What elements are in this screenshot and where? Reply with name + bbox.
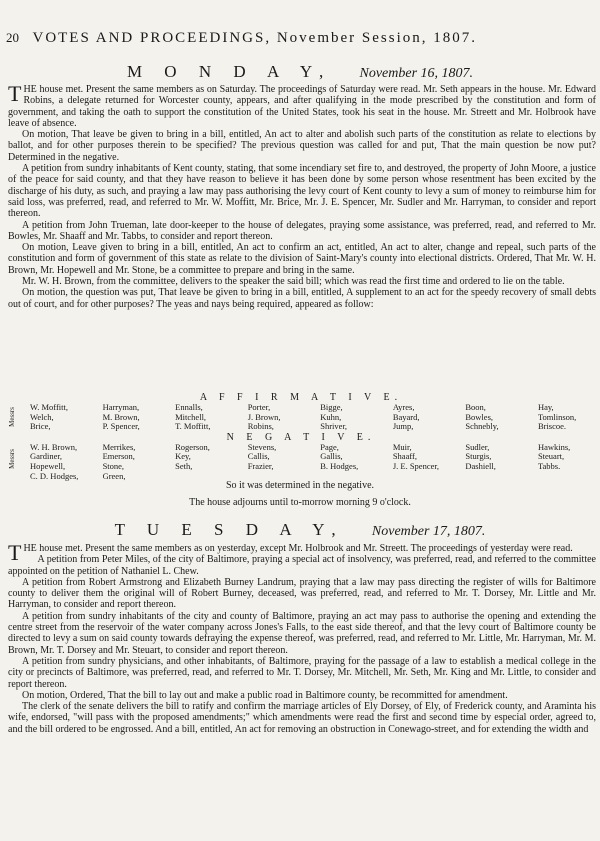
negative-column bbox=[465, 443, 521, 481]
tuesday-heading bbox=[0, 520, 600, 540]
negative-member: W. H. Brown, bbox=[30, 441, 78, 452]
drop-cap: T bbox=[8, 81, 22, 106]
monday-body bbox=[8, 81, 596, 310]
affirmative-member: Briscoe. bbox=[537, 421, 567, 432]
affirmative-member: Bigge, bbox=[320, 402, 343, 412]
vote-tally bbox=[8, 392, 594, 481]
affirmative-column bbox=[248, 403, 304, 432]
tuesday-para-4: A petition from sundry inhabitants of the city and county of Baltimore, praying an act may pass to authorise the opening and extending the centre street from the reservoir of the water company across Jones's Falls, to the east side thereof, and that the levy court of Baltimore county be directed to levy a sum on said county towards defraying the expense thereof, was preferred, read, and referred to Mr. Little, Mr. Harryman, Mr. M. Brown, Mr. T. Dorsey and Mr. Steuart, to consider and report thereon. bbox=[8, 610, 596, 656]
affirmative-member: Kuhn, bbox=[320, 411, 342, 422]
monday-para-4: A petition from John Trueman, late door-keeper to the house of delegates, praying some assistance, was preferred, read, and referred to Mr. Bowles, Mr. Shaaff and Mr. Tabbs, to consider and report thereon. bbox=[8, 219, 596, 242]
negative-member: Rogerson, bbox=[175, 441, 210, 452]
negative-column bbox=[393, 443, 449, 481]
negative-member: Dashiell, bbox=[465, 460, 496, 471]
negative-member: Sudler, bbox=[465, 441, 490, 452]
tuesday-para-1: THE house met. Present the same members as on yesterday, except Mr. Holbrook and Mr. Streett. The proceedings of yesterday were read. bbox=[8, 540, 573, 565]
affirmative-member: Ennalls, bbox=[175, 402, 203, 412]
negative-column bbox=[30, 443, 86, 481]
negative-member: C. D. Hodges, bbox=[30, 470, 79, 481]
negative-member: Steuart, bbox=[537, 451, 565, 462]
affirmative-column bbox=[393, 403, 449, 432]
tuesday-para-3: A petition from Robert Armstrong and Elizabeth Burney Landrum, praying that a law may pass directing the register of wills for Baltimore county to deliver them the original will of Robert Burney, deceased, was preferred, read, and referred to Mr. T. Dorsey, Mr. Little and Mr. Harryman, to consider and report thereon. bbox=[8, 576, 596, 611]
affirmative-column bbox=[30, 403, 86, 432]
tuesday-para-6: On motion, Ordered, That the bill to lay out and make a public road in Baltimore county, be recommitted for amendment. bbox=[22, 689, 508, 701]
negative-member: Page, bbox=[320, 441, 339, 452]
negative-member: Tabbs. bbox=[537, 460, 561, 471]
affirmative-member: Bowles, bbox=[465, 411, 493, 422]
affirmative-label: A F F I R M A T I V E. bbox=[199, 392, 403, 403]
affirmative-member: W. Moffitt, bbox=[30, 402, 69, 412]
negative-member: Shaaff, bbox=[392, 451, 417, 462]
monday-para-7: On motion, the question was put, That leave be given to bring in a bill, entitled, A supplement to an act for the speedy recovery of small debts out of court, and for other purposes? The yeas and nays being required, appeared as follow: bbox=[8, 287, 596, 310]
tuesday-para-5: A petition from sundry physicians, and other inhabitants, of Baltimore, praying for the passage of a law to establish a medical college in the city or precincts of Baltimore, was preferred, read, and referred to Mr. T. Dorsey, Mr. Mitchell, Mr. Seth, Mr. King and Mr. Little, to consider and report thereon. bbox=[8, 655, 596, 690]
negative-column bbox=[320, 443, 376, 481]
negative-names bbox=[8, 443, 594, 481]
affirmative-column bbox=[320, 403, 376, 432]
negative-member: J. E. Spencer, bbox=[392, 460, 439, 471]
monday-para-5: On motion, Leave given to bring in a bill, entitled, An act to confirm an act, entitled, An act to alter, change and repeal, such parts of the constitution and form of government of this state as relate to the division of Saint-Mary's county into electional districts. Ordered, That Mr. W. H. Brown, Mr. Hopewell and Mr. Stone, be a committee to prepare and bring in the same. bbox=[8, 242, 596, 276]
affirmative-member: Porter, bbox=[247, 402, 271, 412]
affirmative-member: T. Moffitt, bbox=[175, 421, 211, 432]
negative-member: Sturgis, bbox=[465, 451, 492, 462]
negative-member: Hopewell, bbox=[30, 460, 66, 471]
drop-cap: T bbox=[8, 540, 22, 565]
negative-column bbox=[175, 443, 231, 481]
tuesday-para-7: The clerk of the senate delivers the bill to ratify and confirm the marriage articles of Ely Dorsey, of Ely, of Frederick county, and Araminta his wife, endorsed, "will pass with the proposed amendments;" which amendments were read the first and second time by especial order, agreed to, and the bill ordered to be engrossed. And a bill, entitled, An act for removing an obstruction in Conewago-street, and for extending the width and bbox=[8, 701, 596, 735]
messrs-negative: Messrs bbox=[8, 448, 16, 469]
affirmative-member: Bayard, bbox=[392, 411, 420, 422]
affirmative-member: Boon, bbox=[465, 402, 486, 412]
monday-para-1: THE house met. Present the same members as on Saturday. The proceedings of Saturday were read. Mr. Seth appears in the house. Mr. Edward Robins, a delegate returned for Worcester county, appears, and after qualifying in the mode prescribed by the constitution and form of government, and taking the oath to support the constitution of the United States, took his seat in the house. Mr. Streett and Mr. Holbrook have leave of absence. bbox=[8, 81, 596, 129]
negative-member: Merrikes, bbox=[102, 441, 136, 452]
affirmative-column bbox=[175, 403, 231, 432]
affirmative-member: Brice, bbox=[30, 421, 51, 432]
tuesday-date: November 17, 1807. bbox=[371, 524, 486, 539]
affirmative-column bbox=[538, 403, 594, 432]
affirmative-member: Welch, bbox=[30, 411, 54, 422]
negative-member: Callis, bbox=[247, 451, 270, 462]
affirmative-member: M. Brown, bbox=[102, 411, 140, 422]
negative-label: N E G A T I V E. bbox=[226, 431, 376, 443]
affirmative-member: Schnebly, bbox=[465, 421, 499, 432]
negative-member: B. Hodges, bbox=[320, 460, 359, 471]
affirmative-member: P. Spencer, bbox=[102, 421, 140, 432]
negative-column bbox=[248, 443, 304, 481]
affirmative-member: Ayres, bbox=[392, 402, 415, 412]
affirmative-member: Hay, bbox=[537, 402, 554, 412]
affirmative-member: Tomlinson, bbox=[537, 411, 577, 422]
negative-member: Stevens, bbox=[247, 441, 277, 452]
negative-column bbox=[538, 443, 594, 481]
affirmative-member: Robins, bbox=[247, 421, 274, 432]
monday-day: M O N D A Y, bbox=[126, 62, 333, 81]
negative-member: Gardiner, bbox=[30, 451, 62, 462]
affirmative-member: Jump, bbox=[392, 421, 414, 432]
adjourn-line: The house adjourns until to-morrow morning 9 o'clock. bbox=[189, 497, 411, 508]
affirmative-names bbox=[8, 403, 594, 432]
negative-member: Seth, bbox=[175, 460, 193, 471]
affirmative-member: Shriver, bbox=[320, 421, 348, 432]
negative-member: Hawkins, bbox=[537, 441, 571, 452]
affirmative-member: J. Brown, bbox=[247, 411, 281, 422]
tuesday-body bbox=[8, 540, 596, 735]
determined-line: So it was determined in the negative. bbox=[225, 480, 375, 491]
page-number: 20 bbox=[6, 30, 19, 45]
journal-title: VOTES AND PROCEEDINGS, November Session, 1807. bbox=[32, 30, 477, 46]
negative-member: Gallis, bbox=[320, 451, 343, 462]
messrs-affirmative: Messrs bbox=[8, 407, 16, 427]
tuesday-day: T U E S D A Y, bbox=[114, 520, 345, 539]
tuesday-para-2: A petition from Peter Miles, of the city of Baltimore, praying a special act of insolvency, was preferred, read, and referred to the committee appointed on the petition of Nathaniel L. Chew. bbox=[8, 554, 596, 577]
negative-member: Frazier, bbox=[247, 460, 274, 471]
negative-column bbox=[103, 443, 159, 481]
negative-member: Green, bbox=[102, 470, 126, 481]
negative-member: Emerson, bbox=[102, 451, 135, 462]
negative-member: Stone, bbox=[102, 460, 125, 471]
running-head bbox=[6, 30, 592, 47]
monday-para-3: A petition from sundry inhabitants of Kent county, stating, that some incendiary set fire to, and destroyed, the property of John Moore, a justice of the peace for said county, and that they have reason to believe it has been done by some person whose resentment has been excited by the discharge of his duty, as such, and praying a law may pass authorising the levy court of Kent county to levy a sum of money to reimburse him for said loss, was preferred, read, and referred to Mr. W. Moffitt, Mr. Brice, Mr. J. E. Spencer, Mr. Sudler and Mr. Harryman, to consider and report thereon. bbox=[8, 163, 596, 220]
affirmative-member: Harryman, bbox=[102, 402, 140, 412]
affirmative-column bbox=[465, 403, 521, 432]
monday-para-6: Mr. W. H. Brown, from the committee, delivers to the speaker the said bill; which was read the first time and ordered to lie on the table. bbox=[22, 276, 565, 288]
negative-member: Key, bbox=[175, 451, 191, 462]
monday-heading bbox=[0, 62, 600, 82]
affirmative-member: Mitchell, bbox=[175, 411, 207, 422]
monday-date: November 16, 1807. bbox=[359, 66, 474, 81]
negative-member: Muir, bbox=[392, 441, 412, 452]
monday-para-2: On motion, That leave be given to bring in a bill, entitled, An act to alter and abolish such parts of the constitution as relate to elections by ballot, and for other purposes therein to be specified? The previous question was called for and put, That the main question be now put? Determined in the negative. bbox=[8, 129, 596, 163]
affirmative-column bbox=[103, 403, 159, 432]
